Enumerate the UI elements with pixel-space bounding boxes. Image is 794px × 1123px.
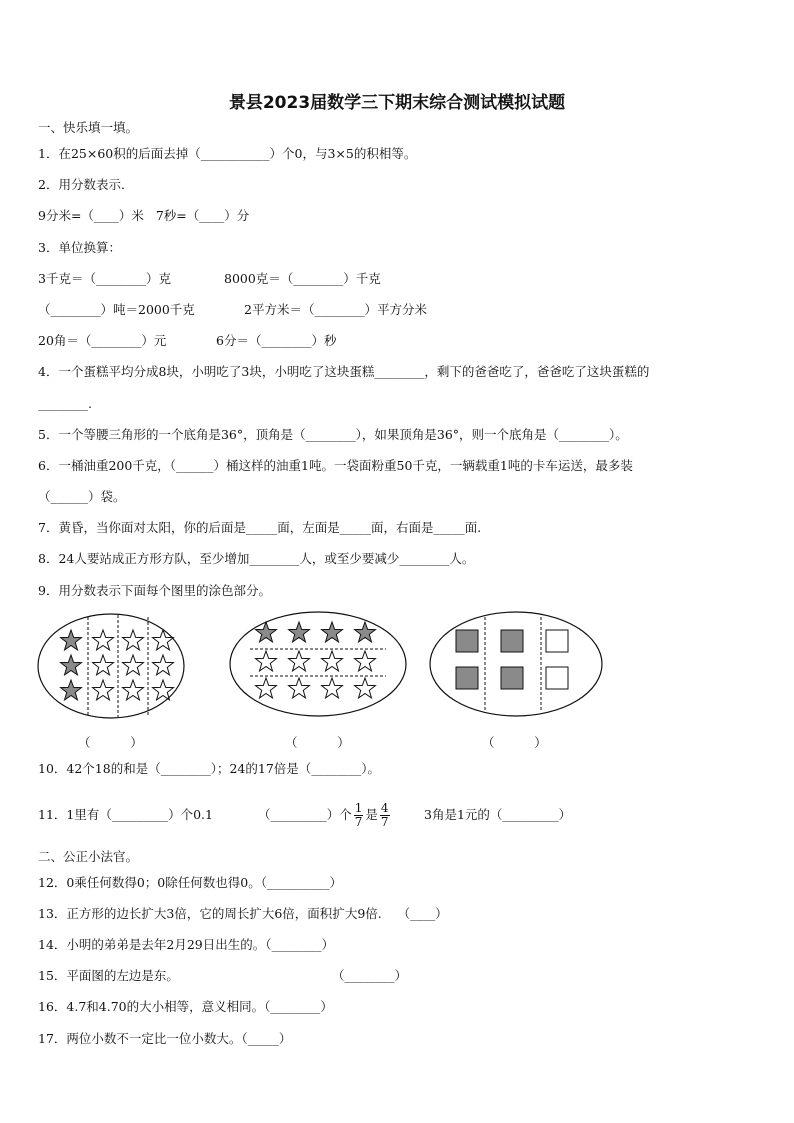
question-4-line-2: ________. — [38, 396, 92, 411]
question-15-text: 15．平面图的左边是东。 — [38, 968, 179, 983]
square — [546, 667, 568, 689]
question-2-line: 9分米=（____）米 7秒=（____）分 — [38, 208, 250, 223]
shaded-star — [322, 622, 343, 642]
star — [322, 678, 343, 698]
answer-blank-fig-1: （ ） — [78, 735, 143, 750]
section-heading-2: 二、公正小法官。 — [38, 849, 139, 864]
question-3-stem: 3．单位换算： — [38, 240, 121, 255]
question-3-item: 20角＝（________）元 — [38, 333, 167, 348]
star — [289, 651, 310, 671]
question-11-part-a: 11．1里有（_________）个0.1 — [38, 807, 213, 822]
question-15-blank: （________） — [332, 968, 408, 983]
question-16: 16．4.7和4.70的大小相等，意义相同。（________） — [38, 999, 333, 1014]
question-11-part-b — [258, 795, 392, 835]
shaded-star — [61, 680, 82, 700]
question-12: 12．0乘任何数得0；0除任何数也得0。（__________） — [38, 875, 342, 890]
star — [322, 651, 343, 671]
star — [355, 651, 376, 671]
question-7: 7．黄昏，当你面对太阳，你的后面是_____面，左面是_____面，右面是_____面. — [38, 520, 482, 535]
star — [93, 680, 114, 700]
question-17: 17．两位小数不一定比一位小数大。（_____） — [38, 1031, 292, 1046]
question-11-part-c: 3角是1元的（_________） — [424, 807, 572, 822]
star — [153, 630, 174, 650]
fraction-four-sevenths: $\frac{4}{7}$ — [380, 801, 389, 829]
star — [256, 651, 277, 671]
figure-squares — [428, 609, 604, 719]
shaded-star — [61, 630, 82, 650]
answer-blank-fig-3: （ ） — [482, 735, 547, 750]
star — [123, 680, 144, 700]
star — [153, 655, 174, 675]
question-3-item: （________）吨＝2000千克 — [38, 302, 195, 317]
question-4-line-1: 4．一个蛋糕平均分成8块，小明吃了3块，小明吃了这块蛋糕________，剩下的爸爸吃了，爸爸吃了这块蛋糕的 — [38, 364, 650, 379]
fraction-one-seventh: $\frac{1}{7}$ — [354, 801, 363, 829]
question-3-item: 2平方米＝（________）平方分米 — [244, 302, 427, 317]
shaded-star — [289, 622, 310, 642]
star — [123, 630, 144, 650]
star — [289, 678, 310, 698]
shaded-square — [456, 630, 478, 652]
answer-blank-fig-2: （ ） — [285, 735, 350, 750]
question-6-line-1: 6．一桶油重200千克，（______）桶这样的油重1吨。一袋面粉重50千克，一辆载重1吨的卡车运送，最多装 — [38, 458, 633, 473]
q11-mid: 是 — [365, 807, 378, 822]
stars — [61, 630, 174, 700]
stars — [256, 622, 376, 698]
page-title: 景县2023届数学三下期末综合测试模拟试题 — [228, 93, 566, 113]
figure-stars-2 — [228, 609, 408, 719]
section-heading-1: 一、快乐填一填。 — [38, 120, 139, 135]
star — [123, 655, 144, 675]
squares — [456, 630, 568, 689]
shaded-square — [501, 630, 523, 652]
question-2-stem: 2．用分数表示． — [38, 177, 134, 192]
question-14: 14．小明的弟弟是去年2月29日出生的。（________） — [38, 937, 335, 952]
question-1: 1．在25×60积的后面去掉（___________）个0，与3×5的积相等。 — [38, 146, 417, 161]
question-3-item: 6分＝（________）秒 — [216, 333, 337, 348]
question-6-line-2: （______）袋。 — [38, 489, 126, 504]
shaded-star — [355, 622, 376, 642]
shaded-square — [501, 667, 523, 689]
question-9-stem: 9．用分数表示下面每个图里的涂色部分。 — [38, 583, 271, 598]
square — [546, 630, 568, 652]
question-3-item: 3千克＝（________）克 — [38, 271, 171, 286]
star — [256, 678, 277, 698]
star — [355, 678, 376, 698]
question-10: 10．42个18的和是（________）；24的17倍是（________）。 — [38, 761, 381, 776]
star — [93, 630, 114, 650]
star — [93, 655, 114, 675]
question-8: 8．24人要站成正方形方队，至少增加________人，或至少要减少________人。 — [38, 551, 475, 566]
shaded-square — [456, 667, 478, 689]
question-13: 13．正方形的边长扩大3倍，它的周长扩大6倍，面积扩大9倍. （____） — [38, 906, 448, 921]
question-3-item: 8000克＝（________）千克 — [224, 271, 381, 286]
q11-text: （_________）个 — [258, 807, 352, 822]
question-5: 5．一个等腰三角形的一个底角是36°，顶角是（________），如果顶角是36°，则一个底角是（________）。 — [38, 427, 628, 442]
shaded-star — [61, 655, 82, 675]
figure-stars-1 — [36, 611, 186, 721]
